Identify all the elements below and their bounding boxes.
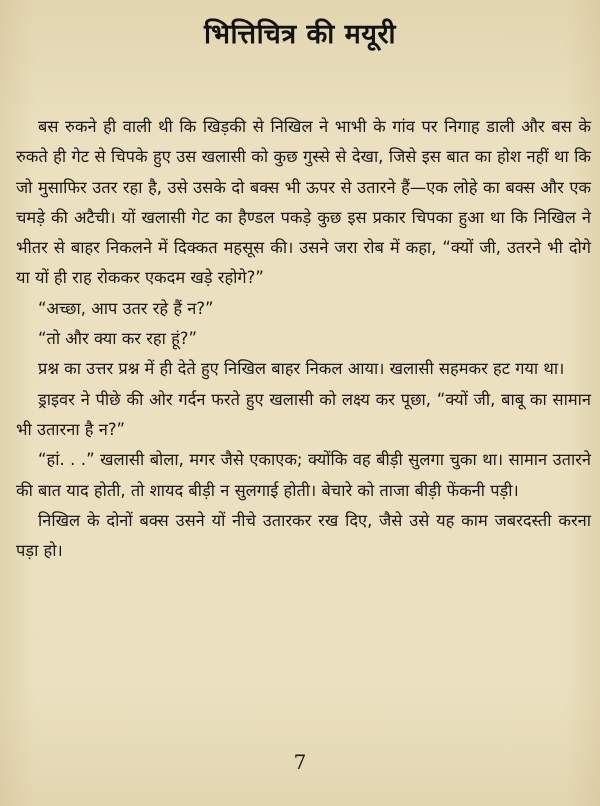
paragraph: प्रश्न का उत्तर प्रश्न में ही देते हुए निखिल बाहर निकल आया। खलासी सहमकर हट गया था। — [38, 359, 565, 379]
paragraph: निखिल के दोनों बक्स उसने यों नीचे उतारकर रख दिए, जैसे उसे यह काम जबरदस्ती करना पड़ा हो। — [16, 510, 591, 561]
paragraph: ड्राइवर ने पीछे की ओर गर्दन फरते हुए खलासी को लक्ष्य कर पूछा, “क्यों जी, बाबू का सामान भी उतारना है न?” — [16, 389, 591, 439]
paragraph: “अच्छा, आप उतर रहे हैं न?” — [38, 298, 214, 318]
paragraph: बस रुकने ही वाली थी कि खिड़की से निखिल ने भाभी के गांव पर निगाह डाली और बस के रुकते ही गेट से चिपके हुए उस खलासी को कुछ गुस्से से देखा, जिसे इस बात का होश नहीं था कि जो मुसाफिर उतर रहा है, उसे उसके दो बक्स भी ऊपर से उतारने हैं—एक लोहे का बक्स और एक चमड़े की अटैची। यों खलासी गेट का हैण्डल पकड़े कुछ इस प्रकार चिपका हुआ था कि निखिल ने भीतर से बाहर निकलने में दिक्कत महसूस की। उसने जरा रोब में कहा, “क्यों जी, उतरने भी दोगे या यों ही राह रोककर एकदम खड़े रहोगे?” — [16, 117, 591, 288]
paragraph: “हां. . .” खलासी बोला, मगर जैसे एकाएक; क्योंकि वह बीड़ी सुलगा चुका था। सामान उतारने की बात याद होती, तो शायद बीड़ी न सुलगाई होती। बेचारे को ताजा बीड़ी फेंकनी पड़ी। — [16, 450, 591, 500]
chapter-title: भित्तिचित्र की मयूरी — [203, 19, 397, 50]
body-text — [16, 112, 591, 566]
paragraph: “तो और क्या कर रहा हूं?” — [38, 329, 197, 349]
page-number: 7 — [293, 750, 307, 774]
